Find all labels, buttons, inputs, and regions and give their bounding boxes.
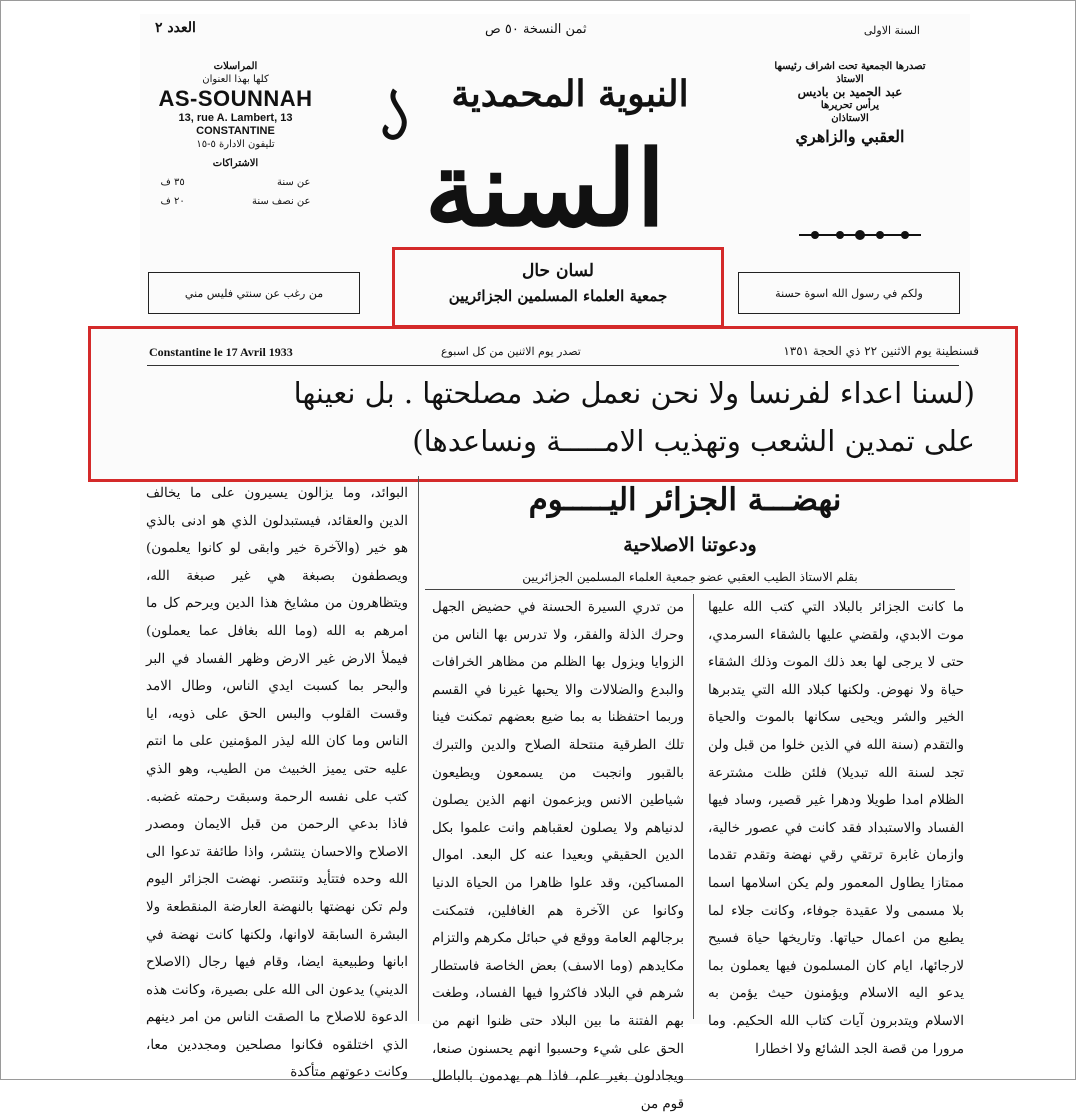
address-line: 13, rue A. Lambert, 13 (178, 112, 293, 124)
editors-line: العقبي والزاهري (795, 127, 905, 146)
dateline-rule (147, 365, 959, 366)
article-column-middle (432, 594, 684, 1112)
organ-line-2: جمعية العلماء المسلمين الجزائريين (448, 287, 668, 305)
column-rule (693, 594, 694, 1019)
publisher-block (760, 60, 940, 149)
year-label: السنة الاولى (863, 24, 920, 37)
right-motto-box (738, 272, 960, 314)
article-column-right (708, 594, 964, 1057)
column-rule (418, 476, 419, 1021)
slogan-line-1: (لسنا اعداء لفرنسا ولا نحن نعمل ضد مصلحتها . بل نعينها (293, 376, 975, 410)
subscription-row (161, 195, 311, 208)
organ-box (392, 247, 724, 328)
column-text: ما كانت الجزائر بالبلاد التي كتب الله عليها موت الابدي، ولقضي عليها بالشقاء السرمدي، حتى لا يرجى لها بعد ذلك الموت وذلك الشقاء حياة ولا نهوض. ولكنها كبلاد الله التي يتدبرها الخير والشر ويحيى سكانها بالموت والحياة والتقدم (سنة الله في الذين خلوا من قبل ولن تجد لسنة الله تبديلا) فلئن ظلت مشترعة الظلام امدا طويلا ودهرا غير قصير، وساد فيها الفساد والاستبداد فقد كانت في عصور خالية، وازمان غابرة ترتقي رقي نهضة وتقدم تقدما ممتازا يطاول المعمور ولم يكن اسلامها اسما بلا مسمى ولا عقيدة جوفاء، وكانت جلاء لما يطبع من اعمال حياتها. وتاريخها حياة فسيح لارجائها، ايام كان المسلمون فيها يعملون بما يدعو اليه الاسلام ويؤمنون حيث يؤمن به الاسلام ويتدبرون آيات كتاب الله الحكيم. وما مرورا من قصة الجد الشائع ولا اخطارا (708, 600, 964, 1057)
publisher-line: عبد الحميد بن باديس (797, 85, 903, 99)
latin-title: AS-SOUNNAH (158, 86, 313, 111)
newspaper-page (140, 14, 979, 1112)
article-byline: بقلم الاستاذ الطيب العقبي عضو جمعية العلماء المسلمين الجزائريين (522, 570, 858, 584)
local-date: قسنطينة يوم الاثنين ٢٢ ذي الحجة ١٣٥١ (783, 344, 979, 358)
column-text: من تدري السيرة الحسنة في حضيض الجهل وحرك الذلة والفقر، ولا تدرس بها الناس من الزوايا ويزول بها الظلم من مظاهر الخرافات والبدع والضلالات والا يحبها غيرنا في القسم وربما احتفظنا به بما ضيع بعضهم تمكنت فينا تلك الطرقية منتحلة الصلاح والدين والتبرك بالقبور وانجبت من يسمعون ويطيعون شياطين الانس ويزعمون انهم الذين يصلون لدنياهم ولا يصلون لعقباهم وانت علموا بكل الدين الحقيقي وبعيدا عنه كل البعد. اموال المساكين، وقد علوا ظاهرا من الحياة الدنيا وكانوا عن الآخرة هم الغافلين، فتمكنت برجالهم العامة ووقع في حبائل مكرهم والتزام مكايدهم (وما الاسف) بعض الخاصة فاستطار شرهم في البلاد فاكثروا فيها الفساد، وطغت بهم الفتنة ما بين البلاد حتى ظنوا انهم من الحق على شيء وحسبوا انهم يحسنون صنعا، ويجادلون بغير علم، فاذا هم يهدمون بالباطل قوم من (432, 600, 684, 1112)
article-headline: نهضـــة الجزائر اليـــــوم (528, 482, 842, 518)
issue-number: العدد ٢ (155, 20, 196, 36)
publisher-line: يرأس تحريرها (820, 100, 880, 111)
article-subhead: ودعوتنا الاصلاحية (623, 534, 757, 556)
subscription-price: ٢٠ ف (160, 196, 185, 207)
phone-line: تليفون الادارة ٥-١٥ (196, 139, 275, 150)
slogan-line-2: على تمدين الشعب وتهذيب الامـــــة ونساعدها) (412, 424, 975, 458)
correspondence-note: كلها بهذا العنوان (202, 74, 269, 85)
masthead-flourish-icon (365, 84, 425, 144)
ornament-icon (795, 228, 925, 242)
publisher-line: الاستاذان (831, 113, 869, 124)
weekly-note: تصدر يوم الاثنين من كل اسبوع (441, 345, 581, 358)
price-label: ثمن النسخة ٥٠ ص (485, 22, 587, 37)
slogan-box (88, 326, 1018, 482)
latin-date: Constantine le 17 Avril 1933 (149, 345, 293, 359)
subscription-price: ٣٥ ف (160, 177, 185, 188)
masthead-title: السنة (424, 127, 666, 250)
left-motto: من رغب عن سنتي فليس مني (184, 286, 324, 300)
publisher-line: تصدرها الجمعية تحت اشراف رئيسها (774, 61, 926, 72)
subscriptions-label: الاشتراكات (212, 158, 259, 169)
article-column-left (146, 480, 408, 1081)
correspondence-label: المراسلات (213, 61, 258, 72)
column-text: البوائد، وما يزالون يسيرون على ما يخالف الدين والعقائد، فيستبدلون الذي هو ادنى بالذي هو خير (والآخرة خير وابقى لو كانوا يعلمون) ويصطفون بصبغة هي غير صبغة الله، ويتظاهرون من مشايخ هذا الدين ويرحم كل ما امرهم به الله (وما الله بغافل عما يعملون) فيملأ الارض غير الارض وظهر الفساد في البر والبحر بما كسبت ايدي الناس، وطال الامد وقست القلوب والبس الحق على ذويه، ايا الناس وما كان الله ليذر المؤمنين على ما انتم عليه حتى يميز الخبيث من الطيب، وهو الذي كتب على نفسه الرحمة وسبقت رحمته غضبه. فاذا بدعي الرحمن من قبل الايمان ومصدر الاصلاح والاحسان ينتشر، واذا طائفة تدعوا الى الله وحده فتتأيد وتنتصر. نهضت الجزائر اليوم ولم تكن نهضتها بالنهضة العارضة المنقطعة ولا البشرة السابقة لاوانها، ولكنها كانت نهضة في ابانها وطبيعية ايضا، وقام فيها رجال (الاصلاح الديني) يدعون الى الله على بصيرة، وكانت هذه الدعوة للاصلاح ما الصقت الناس من امر دينهم الذي اختلقوه فكانوا مصلحين ومجددين معا، وكانت دعوتهم متأكدة (146, 486, 408, 1081)
left-motto-box (148, 272, 360, 314)
masthead-subtitle: النبوية المحمدية (451, 73, 689, 115)
publisher-line: الاستاذ (836, 74, 864, 85)
organ-line-1: لسان حال (522, 261, 594, 281)
byline-rule (425, 589, 955, 590)
address-block (148, 60, 323, 208)
subscription-row (161, 176, 311, 189)
city-line: CONSTANTINE (196, 125, 275, 137)
subscription-period: عن نصف سنة (251, 196, 311, 207)
subscription-period: عن سنة (276, 177, 311, 188)
right-motto: ولكم في رسول الله اسوة حسنة (775, 286, 923, 300)
